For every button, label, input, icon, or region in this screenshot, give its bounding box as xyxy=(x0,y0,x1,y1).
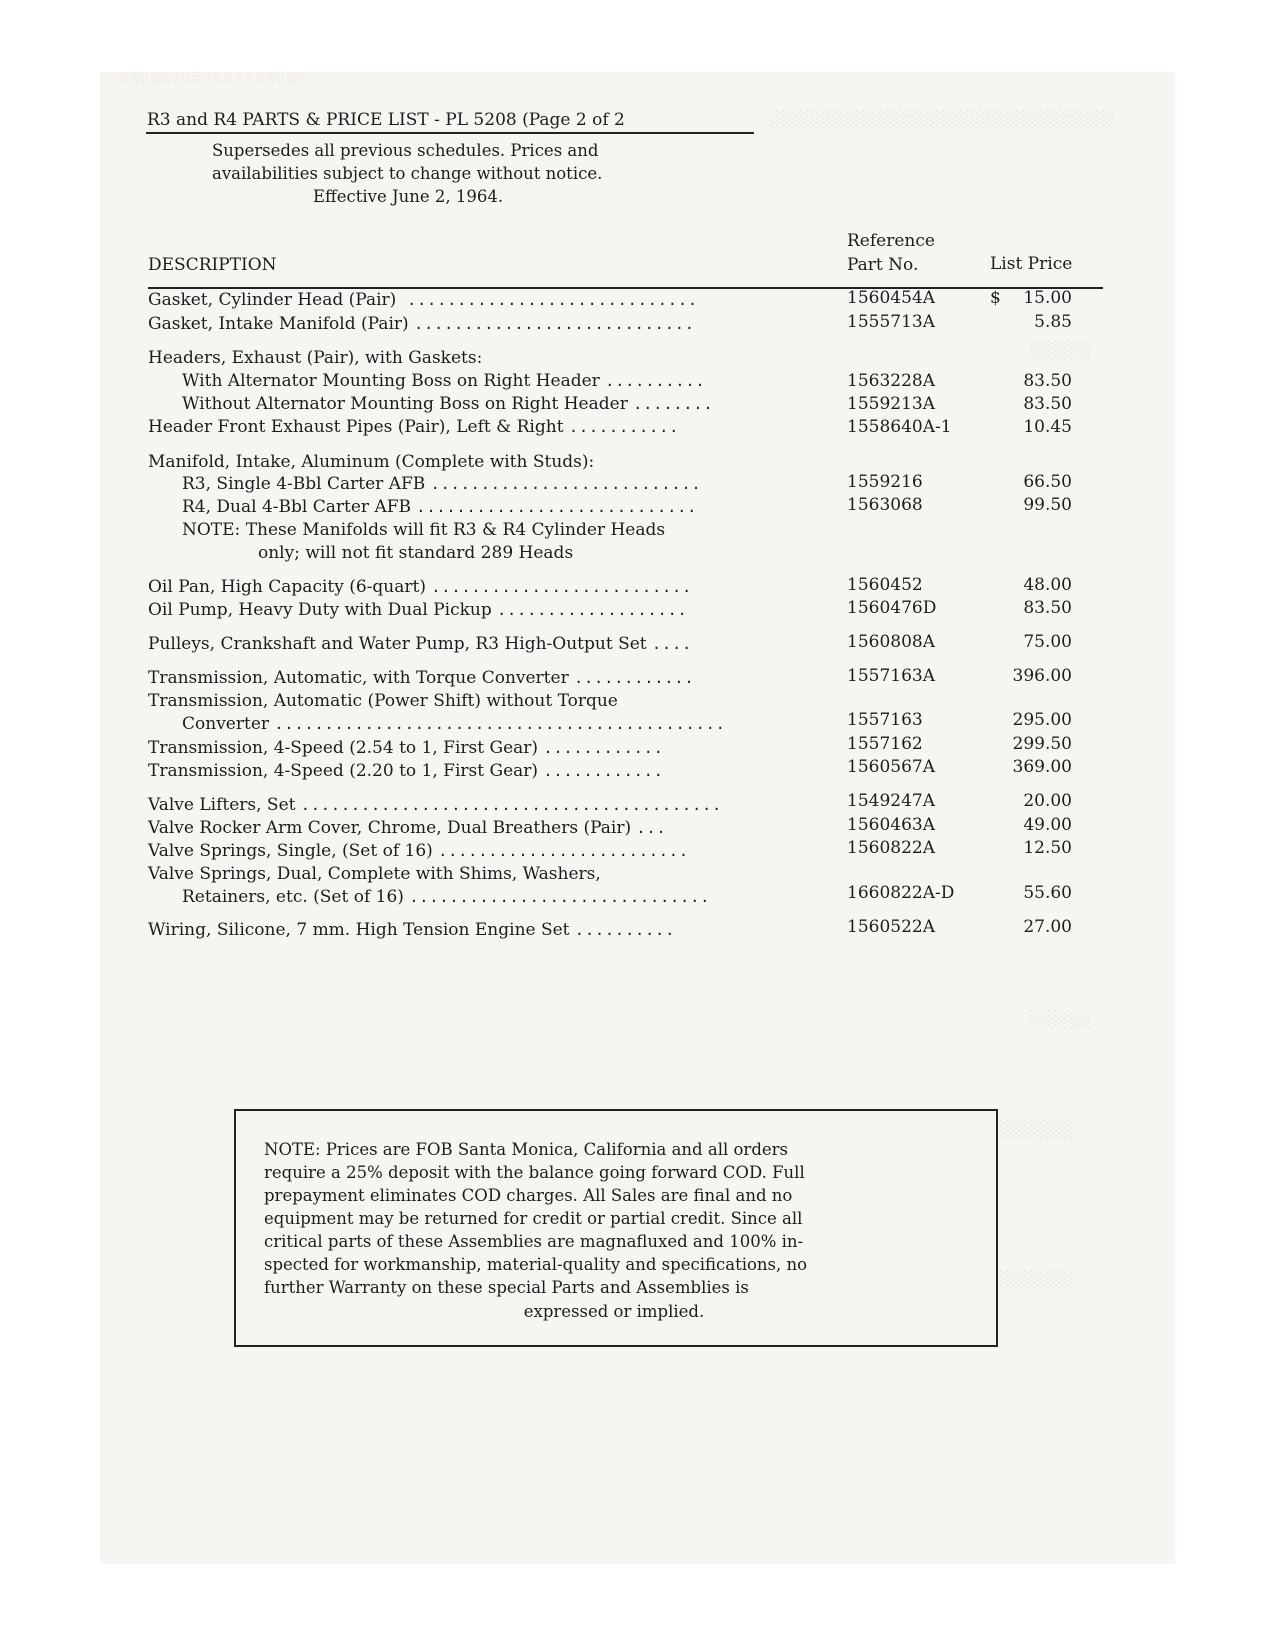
table-row-part: 1555713A xyxy=(847,312,935,332)
table-row-price: 5.85 xyxy=(1034,312,1072,332)
manifold-note: NOTE: These Manifolds will fit R3 & R4 Cylinder Heads xyxy=(182,520,666,540)
table-row-desc: Valve Springs, Single, (Set of 16) ......................... xyxy=(148,841,689,861)
table-row-price: 55.60 xyxy=(1023,883,1072,903)
table-row-dollar: $ xyxy=(990,288,1001,308)
table-row-price: 48.00 xyxy=(1023,575,1072,595)
table-row-part: 1560454A xyxy=(847,288,935,308)
table-row-part: 1559213A xyxy=(847,394,935,414)
notice-line: Supersedes all previous schedules. Prices and xyxy=(212,141,599,160)
table-row-part: 1560463A xyxy=(847,815,935,835)
table-row-part: 1559216 xyxy=(847,472,923,492)
table-row-price: 83.50 xyxy=(1023,371,1072,391)
table-row-desc: Without Alternator Mounting Boss on Right Header ........ xyxy=(182,394,714,414)
terms-note-line: require a 25% deposit with the balance going forward COD. Full xyxy=(264,1163,805,1182)
table-row-price: 10.45 xyxy=(1023,417,1072,437)
table-row-part: 1549247A xyxy=(847,791,935,811)
table-row-desc: R3, Single 4-Bbl Carter AFB ........................... xyxy=(182,474,702,494)
table-row-price: 75.00 xyxy=(1023,632,1072,652)
terms-note-line: further Warranty on these special Parts and Assemblies is xyxy=(264,1278,749,1297)
table-row-desc: Valve Lifters, Set .......................................... xyxy=(148,795,723,815)
terms-note-line: equipment may be returned for credit or partial credit. Since all xyxy=(264,1209,803,1228)
table-row-part: 1560476D xyxy=(847,598,937,618)
notice-line: availabilities subject to change without notice. xyxy=(212,164,603,183)
table-row-desc: Gasket, Cylinder Head (Pair) ............................. xyxy=(148,290,699,310)
table-row-desc: Transmission, 4-Speed (2.54 to 1, First Gear) ............ xyxy=(148,738,664,758)
terms-note-last-line: expressed or implied. xyxy=(523,1302,705,1321)
manifold-note: only; will not fit standard 289 Heads xyxy=(258,543,574,563)
column-header-part-no: Part No. xyxy=(847,255,919,275)
table-row-desc: Valve Springs, Dual, Complete with Shims, Washers, xyxy=(148,864,601,884)
table-row-desc: Retainers, etc. (Set of 16) .............................. xyxy=(182,887,711,907)
table-row-price: 49.00 xyxy=(1023,815,1072,835)
table-row-desc: With Alternator Mounting Boss on Right Header .......... xyxy=(182,371,706,391)
table-row-part: 1660822A-D xyxy=(847,883,955,903)
table-row-part: 1560822A xyxy=(847,838,935,858)
table-row-price: 299.50 xyxy=(1012,734,1072,754)
table-group-heading: Manifold, Intake, Aluminum (Complete with Studs): xyxy=(148,452,595,472)
table-row-price: 83.50 xyxy=(1023,394,1072,414)
table-row-desc: Header Front Exhaust Pipes (Pair), Left & Right ........... xyxy=(148,417,680,437)
table-row-price: 12.50 xyxy=(1023,838,1072,858)
table-row-part: 1558640A-1 xyxy=(847,417,952,437)
table-row-price: 99.50 xyxy=(1023,495,1072,515)
column-header-description: DESCRIPTION xyxy=(148,255,277,275)
table-row-part: 1557163 xyxy=(847,710,923,730)
table-row-desc: Converter ............................................. xyxy=(182,714,726,734)
table-row-price: 15.00 xyxy=(1023,288,1072,308)
terms-note-line: critical parts of these Assemblies are magnafluxed and 100% in- xyxy=(264,1232,804,1251)
table-row-price: 66.50 xyxy=(1023,472,1072,492)
table-row-desc: Valve Rocker Arm Cover, Chrome, Dual Breathers (Pair) ... xyxy=(148,818,667,838)
table-row-price: 27.00 xyxy=(1023,917,1072,937)
table-row-price: 83.50 xyxy=(1023,598,1072,618)
table-group-heading: Headers, Exhaust (Pair), with Gaskets: xyxy=(148,348,483,368)
table-row-part: 1557163A xyxy=(847,666,935,686)
title-underline xyxy=(146,132,754,134)
table-row-part: 1560522A xyxy=(847,917,935,937)
table-row-price: 20.00 xyxy=(1023,791,1072,811)
table-row-desc: Transmission, Automatic, with Torque Converter ............ xyxy=(148,668,695,688)
table-row-desc: R4, Dual 4-Bbl Carter AFB ............................ xyxy=(182,497,698,517)
table-row-price: 295.00 xyxy=(1012,710,1072,730)
notice-effective-date: Effective June 2, 1964. xyxy=(313,187,504,206)
page-title: R3 and R4 PARTS & PRICE LIST - PL 5208 (Page 2 of 2 xyxy=(147,110,625,130)
table-row-part: 1557162 xyxy=(847,734,923,754)
table-row-desc: Oil Pump, Heavy Duty with Dual Pickup ................... xyxy=(148,600,688,620)
table-row-desc: Transmission, Automatic (Power Shift) without Torque xyxy=(148,691,618,711)
terms-note-line: spected for workmanship, material-quality and specifications, no xyxy=(264,1255,808,1274)
table-row-desc: Gasket, Intake Manifold (Pair) ............................ xyxy=(148,314,695,334)
terms-note-line: NOTE: Prices are FOB Santa Monica, California and all orders xyxy=(264,1140,789,1159)
table-row-part: 1563068 xyxy=(847,495,923,515)
table-row-price: 369.00 xyxy=(1012,757,1072,777)
table-row-part: 1560452 xyxy=(847,575,923,595)
table-row-desc: Pulleys, Crankshaft and Water Pump, R3 High-Output Set .... xyxy=(148,634,693,654)
column-header-list-price: List Price xyxy=(990,254,1073,274)
terms-note-line: prepayment eliminates COD charges. All Sales are final and no xyxy=(264,1186,793,1205)
column-header-reference: Reference xyxy=(847,231,935,251)
table-row-price: 396.00 xyxy=(1012,666,1072,686)
table-row-desc: Wiring, Silicone, 7 mm. High Tension Engine Set .......... xyxy=(148,920,676,940)
table-row-part: 1560567A xyxy=(847,757,935,777)
table-row-desc: Oil Pan, High Capacity (6-quart) .......................... xyxy=(148,577,693,597)
table-row-part: 1563228A xyxy=(847,371,935,391)
table-row-part: 1560808A xyxy=(847,632,935,652)
header-rule xyxy=(148,287,1103,289)
table-row-desc: Transmission, 4-Speed (2.20 to 1, First Gear) ............ xyxy=(148,761,664,781)
